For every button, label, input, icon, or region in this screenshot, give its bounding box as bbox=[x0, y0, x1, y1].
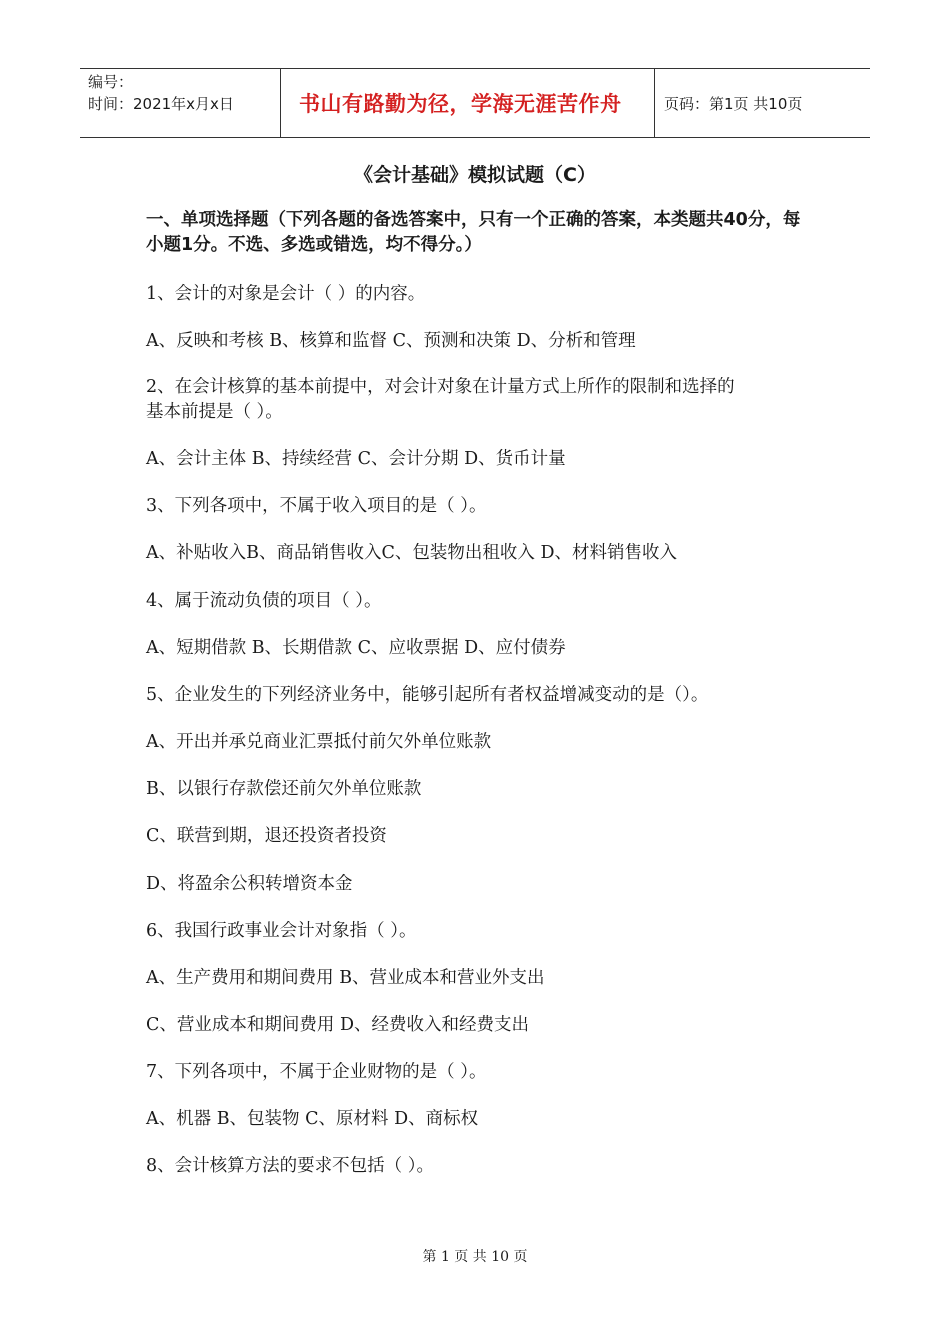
footer-page-number: 第 1 页 共 10 页 bbox=[422, 1249, 528, 1265]
motto: 书山有路勤为径，学海无涯苦作舟 bbox=[299, 92, 622, 116]
question-line: C、营业成本和期间费用 D、经费收入和经费支出 bbox=[146, 1015, 529, 1035]
question-line: 5、企业发生的下列经济业务中，能够引起所有者权益增减变动的是（）。 bbox=[146, 685, 709, 705]
time-label: 时间：2021年x月x日 bbox=[88, 95, 234, 113]
question-line: 3、下列各项中，不属于收入项目的是（ ）。 bbox=[146, 496, 487, 516]
question-line: 1、会计的对象是会计（ ）的内容。 bbox=[146, 284, 426, 304]
question-line: 基本前提是（ ）。 bbox=[146, 402, 283, 422]
document-title: 《会计基础》模拟试题（C） bbox=[354, 164, 596, 186]
header-meta-cell bbox=[80, 69, 281, 137]
question-line: A、反映和考核 B、核算和监督 C、预测和决策 D、分析和管理 bbox=[146, 331, 636, 351]
number-label: 编号： bbox=[88, 73, 134, 91]
question-line: 7、下列各项中，不属于企业财物的是（ ）。 bbox=[146, 1062, 487, 1082]
question-line: 4、属于流动负债的项目（ ）。 bbox=[146, 591, 382, 611]
question-line: 2、在会计核算的基本前提中，对会计对象在计量方式上所作的限制和选择的 bbox=[146, 377, 735, 397]
question-line: A、生产费用和期间费用 B、营业成本和营业外支出 bbox=[146, 968, 545, 988]
header-page-cell bbox=[655, 69, 870, 137]
question-line: 6、我国行政事业会计对象指（ ）。 bbox=[146, 921, 417, 941]
question-line: A、短期借款 B、长期借款 C、应收票据 D、应付债券 bbox=[146, 638, 566, 658]
question-line: A、会计主体 B、持续经营 C、会计分期 D、货币计量 bbox=[146, 449, 566, 469]
section-heading: 一、单项选择题（下列各题的备选答案中，只有一个正确的答案，本类题共40分，每小题1分。不选、多选或错选，均不得分。） bbox=[146, 210, 801, 255]
question-line: C、联营到期，退还投资者投资 bbox=[146, 826, 387, 846]
question-line: D、将盈余公积转增资本金 bbox=[146, 874, 353, 894]
question-line: B、以银行存款偿还前欠外单位账款 bbox=[146, 779, 422, 799]
header-table bbox=[80, 68, 870, 138]
question-line: A、补贴收入B、商品销售收入C、包装物出租收入 D、材料销售收入 bbox=[146, 543, 677, 563]
header-motto-cell bbox=[281, 69, 655, 137]
question-line: A、机器 B、包装物 C、原材料 D、商标权 bbox=[146, 1109, 479, 1129]
question-line: A、开出并承兑商业汇票抵付前欠外单位账款 bbox=[146, 732, 492, 752]
header-page-info: 页码：第1页 共10页 bbox=[664, 94, 803, 113]
question-line: 8、会计核算方法的要求不包括（ ）。 bbox=[146, 1156, 434, 1176]
